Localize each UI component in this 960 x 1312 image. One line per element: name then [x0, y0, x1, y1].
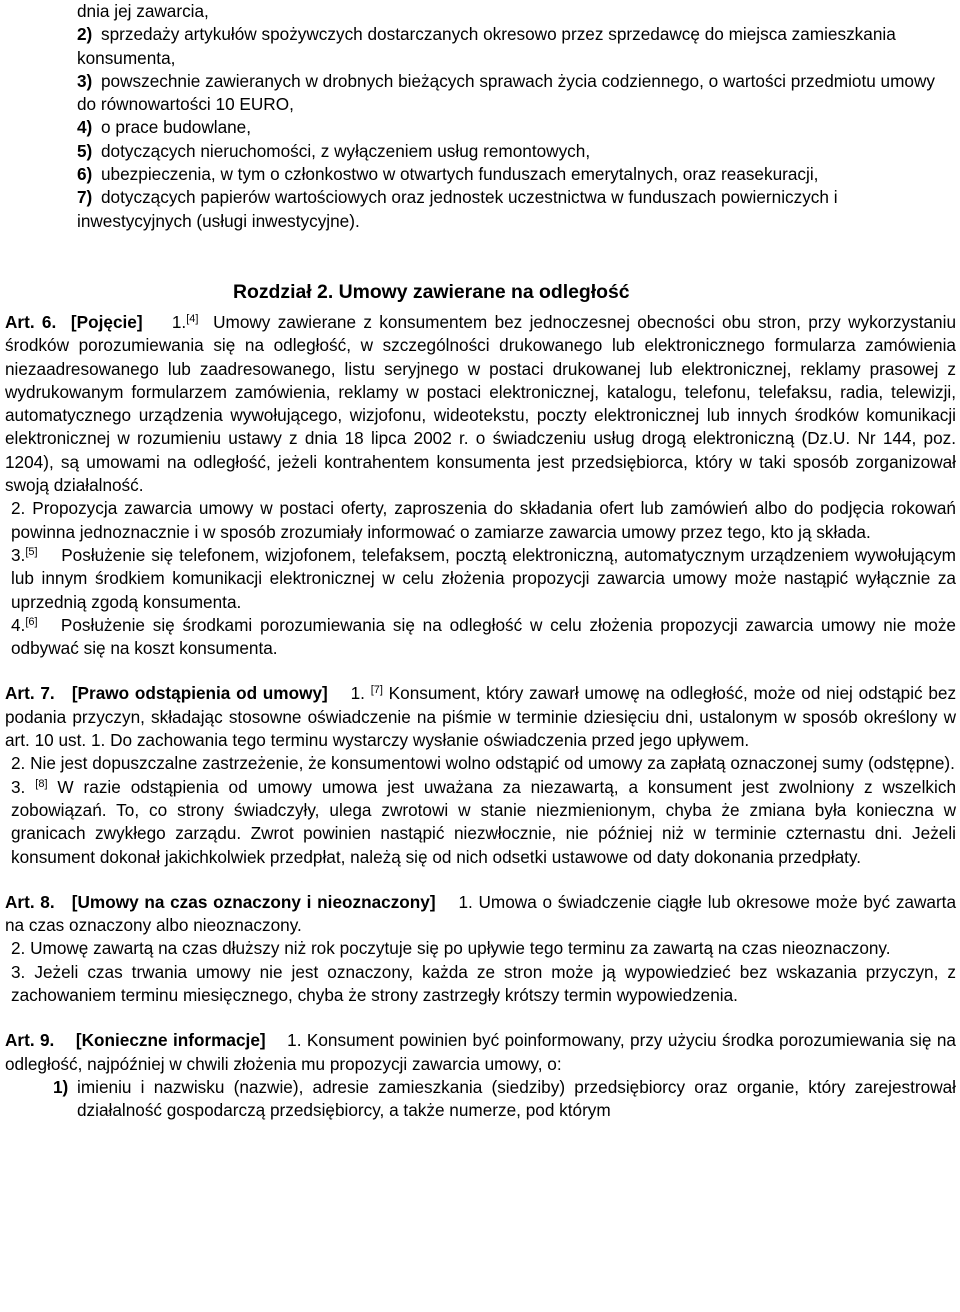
list-item-text: o prace budowlane, — [101, 117, 252, 138]
list-item — [77, 23, 956, 70]
list-item-text: ubezpieczenia, w tym o członkostwo w otwartych funduszach emerytalnych, oraz reasekuracji, — [101, 164, 819, 185]
article-heading: [Umowy na czas oznaczony i nieoznaczony] — [71, 891, 436, 912]
list-item-number: 4) — [77, 117, 93, 138]
chapter-title: Rozdział 2. Umowy zawierane na odległość — [233, 280, 630, 303]
list-item — [77, 140, 956, 163]
article-9-item-1 — [5, 1076, 956, 1123]
list-item — [77, 116, 956, 139]
article-6-paragraph-4 — [5, 614, 956, 661]
article-9-paragraph-1 — [5, 1029, 956, 1076]
paragraph-number: 1. — [350, 683, 365, 704]
list-item-text: dotyczących nieruchomości, z wyłączeniem usług remontowych, — [101, 140, 591, 161]
article-heading: [Konieczne informacje] — [75, 1030, 266, 1051]
spacer — [5, 660, 956, 682]
spacer — [5, 869, 956, 891]
article-7-paragraph-2: 2. Nie jest dopuszczalne zastrzeżenie, że konsumentowi wolno odstąpić od umowy za zapłatą oznaczonej sumy (odstępne). — [11, 753, 955, 774]
paragraph-text: Posłużenie się środkami porozumiewania się na odległość w celu złożenia propozycji zawarcia umowy nie może odbywać się na koszt konsumenta. — [11, 614, 956, 659]
list-item-number: 1) — [53, 1076, 69, 1097]
list-item — [77, 186, 956, 233]
list-item-text: dotyczących papierów wartościowych oraz jednostek uczestnictwa w funduszach powierniczych i inwestycyjnych (usługi inwestycyjne). — [77, 187, 838, 231]
article-6 — [5, 311, 956, 660]
paragraph-number: 1. — [171, 311, 187, 332]
article-heading: [Pojęcie] — [70, 311, 143, 332]
list-item-number: 3) — [77, 70, 93, 91]
list-item-continuation: dnia jej zawarcia, — [77, 1, 209, 21]
paragraph-number: 3. — [11, 544, 26, 565]
footnote-ref: [5] — [25, 545, 38, 558]
article-6-paragraph-3 — [5, 544, 956, 614]
article-7 — [5, 682, 956, 868]
footnote-ref: [6] — [25, 615, 38, 628]
article-8 — [5, 891, 956, 1007]
exclusion-list — [5, 0, 956, 233]
article-7-paragraph-1 — [5, 682, 956, 752]
spacer — [5, 1007, 956, 1029]
list-item-number: 2) — [77, 24, 93, 45]
article-8-paragraph-1 — [5, 891, 956, 938]
list-item-number: 6) — [77, 164, 93, 185]
article-7-paragraph-3 — [5, 776, 956, 869]
document-page — [5, 0, 956, 1122]
paragraph-number: 3. — [11, 776, 26, 797]
paragraph-text: 1. Umowa o świadczenie ciągłe lub okresowe może być zawarta na czas oznaczony albo nieoznaczony. — [5, 891, 956, 936]
paragraph-number: 4. — [11, 614, 26, 635]
article-label: Art. 9. — [5, 1030, 55, 1051]
paragraph-text: Umowy zawierane z konsumentem bez jednoczesnej obecności obu stron, przy wykorzystaniu środków porozumiewania się na odległość, w szczególności drukowanego lub elektronicznego formularza zamówienia niezaadresowanego lub zaadresowanego, listu seryjnego w postaci drukowanej lub elektronicznej, reklamy prasowej z wydrukowanym formularzem zamówienia, reklamy w postaci elektronicznej, katalogu, telefonu, telefaksu, radia, telewizji, automatycznego urządzenia wywołującego, wizjofonu, wideotekstu, poczty elektronicznej lub innych środków komunikacji elektronicznej w rozumieniu ustawy z dnia 18 lipca 2002 r. o świadczeniu usług drogą elektroniczną (Dz.U. Nr 144, poz. 1204), są umowami na odległość, jeżeli kontrahentem konsumenta jest przedsiębiorca, który w taki sposób zorganizował swoją działalność. — [5, 311, 956, 496]
article-label: Art. 8. — [5, 891, 55, 912]
paragraph-text: W razie odstąpienia od umowy umowa jest uważana za niezawartą, a konsument jest zwolniony z wszelkich zobowiązań. To, co strony świadczyły, ulega zwrotowi w stanie niezmienionym, chyba że zmiana była konieczna w granicach zwykłego zarządu. Zwrot powinien nastąpić niezwłocznie, nie później niż w terminie czternastu dni. Jeżeli konsument dokonał jakichkolwiek przedpłat, należą się od nich odsetki ustawowe od daty dokonania przedpłaty. — [11, 776, 957, 867]
footnote-ref: [8] — [35, 777, 48, 790]
article-6-paragraph-1 — [5, 311, 956, 497]
article-8-paragraph-2: 2. Umowę zawartą na czas dłuższy niż rok poczytuje się po upływie tego terminu za zawartą na czas nieoznaczony. — [11, 938, 891, 959]
list-item-text: sprzedaży artykułów spożywczych dostarczanych okresowo przez sprzedawcę do miejsca zamieszkania konsumenta, — [77, 24, 896, 68]
article-heading: [Prawo odstąpienia od umowy] — [71, 683, 328, 704]
footnote-ref: [4] — [186, 312, 199, 325]
article-label: Art. 6. — [5, 311, 57, 332]
paragraph-text: Konsument, który zawarł umowę na odległość, może od niej odstąpić bez podania przyczyn, składając stosowne oświadczenie na piśmie w terminie dziesięciu dni, ustalonym w sposób określony w art. 10 ust. 1. Do zachowania tego terminu wystarczy wysłanie oświadczenia przed jego upływem. — [5, 683, 957, 751]
article-6-paragraph-2: 2. Propozycja zawarcia umowy w postaci oferty, zaproszenia do składania ofert lub zamówień albo do podjęcia rokowań powinna jednoznacznie i w sposób zrozumiały informować o zamiarze zawarcia umowy przez tego, kto ją składa. — [11, 498, 956, 542]
list-item-number: 5) — [77, 140, 93, 161]
list-item-number: 7) — [77, 187, 93, 208]
list-item — [77, 163, 956, 186]
footnote-ref: [7] — [370, 684, 383, 697]
paragraph-text: Posłużenie się telefonem, wizjofonem, telefaksem, pocztą elektroniczną, automatycznym urządzeniem wywołującym lub innym środkiem komunikacji elektronicznej w celu złożenia propozycji zawarcia umowy może nastąpić wyłącznie za uprzednią zgodą konsumenta. — [11, 544, 956, 612]
article-label: Art. 7. — [5, 683, 55, 704]
paragraph-text: 1. Konsument powinien być poinformowany, przy użyciu środka porozumiewania się na odległość, najpóźniej w chwili złożenia mu propozycji zawarcia umowy, o: — [5, 1030, 956, 1074]
list-item-text: powszechnie zawieranych w drobnych bieżących sprawach życia codziennego, o wartości przedmiotu umowy do równowartości 10 EURO, — [77, 70, 935, 115]
article-9 — [5, 1029, 956, 1122]
list-item-text: imieniu i nazwisku (nazwie), adresie zamieszkania (siedziby) przedsiębiorcy oraz organie, który zarejestrował działalność gospodarczą przedsiębiorcy, a także numerze, pod którym — [77, 1076, 956, 1121]
article-8-paragraph-3: 3. Jeżeli czas trwania umowy nie jest oznaczony, każda ze stron może ją wypowiedzieć bez wskazania przyczyn, z zachowaniem terminu miesięcznego, chyba że strony zastrzegły krótszy termin wypowiedzenia. — [11, 961, 956, 1005]
list-item — [77, 70, 956, 117]
